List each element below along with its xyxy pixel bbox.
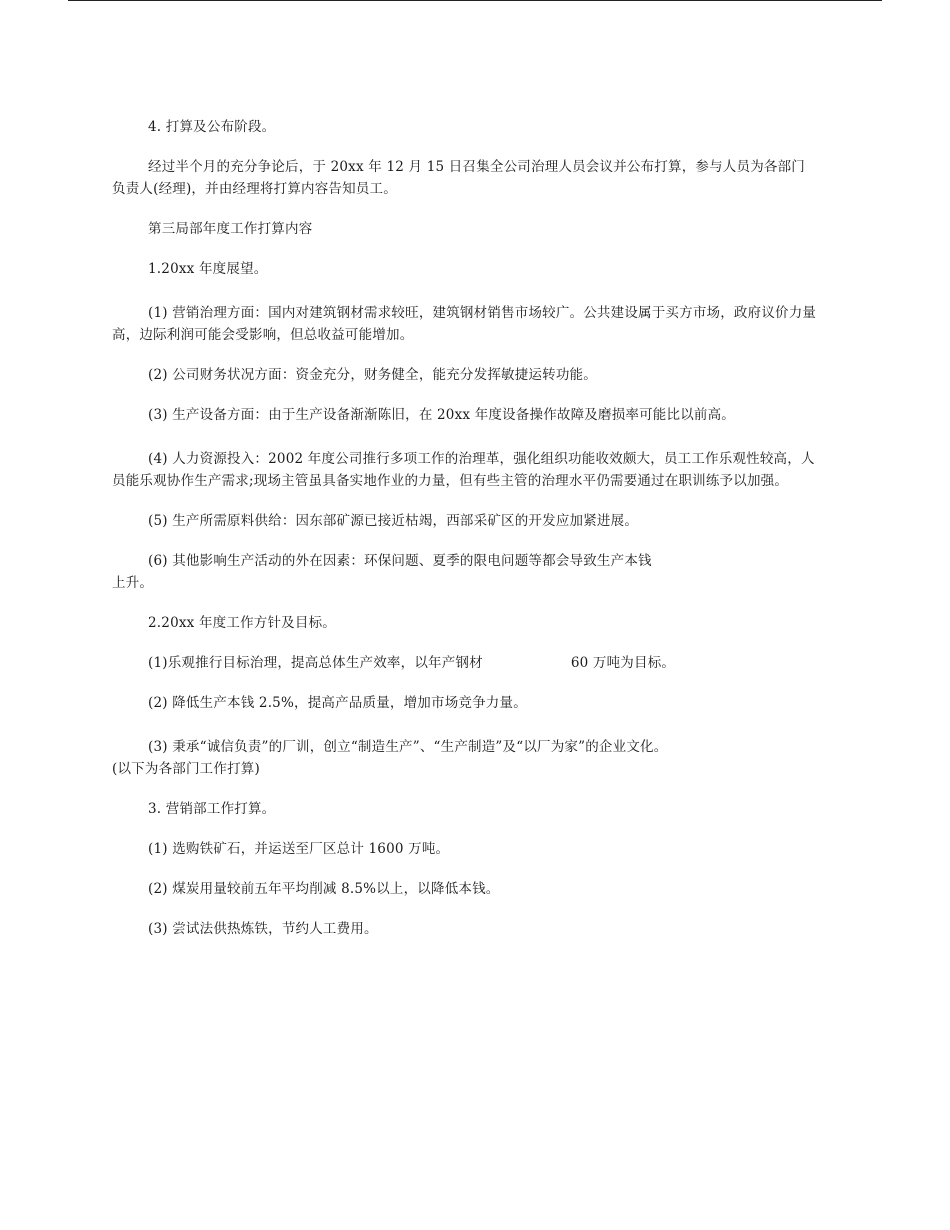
paragraph-human-resources: (4) 人力资源投入：2002 年度公司推行多项工作的治理革，强化组织功能收效颇大，员工工作乐观性较高，人员能乐观协作生产需求;现场主管虽具备实地作业的力量，但有些主管的治理水平仍需要通过在职训练予以加强。 [112,451,815,489]
external-factors-line-1: (6) 其他影响生产活动的外在因素：环保问题、夏季的限电问题等都会导致生产本钱 [148,553,652,569]
paragraph-finance: (2) 公司财务状况方面：资金充分，财务健全，能充分发挥敏捷运转功能。 [148,367,597,383]
heading-goals: 2.20xx 年度工作方针及目标。 [148,615,336,631]
paragraph-coal: (2) 煤炭用量较前五年平均削减 8.5%以上，以降低本钱。 [148,881,500,897]
paragraph-goal-2: (2) 降低生产本钱 2.5%，提高产品质量，增加市场竞争力量。 [148,695,527,711]
paragraph-marketing: (1) 营销治理方面：国内对建筑钢材需求较旺，建筑钢材销售市场较广。公共建设属于买方市场，政府议价力量高，边际利润可能会受影响，但总收益可能增加。 [112,305,817,343]
heading-marketing-plan: 3. 营销部工作打算。 [148,801,276,817]
paragraph-iron-ore: (1) 选购铁矿石，并运送至厂区总计 1600 万吨。 [148,841,450,857]
paragraph-external-factors [112,550,818,594]
external-factors-line-2: 上升。 [112,575,154,591]
paragraph-goal-1 [112,652,818,674]
paragraph-phase-4: 4. 打算及公布阶段。 [148,119,276,135]
paragraph-meeting: 经过半个月的充分争论后，于 20xx 年 12 月 15 日召集全公司治理人员会议并公布打算，参与人员为各部门负责人(经理)，并由经理将打算内容告知员工。 [112,159,806,197]
header-rule [68,0,882,1]
paragraph-equipment: (3) 生产设备方面：由于生产设备渐渐陈旧，在 20xx 年度设备操作故障及磨损率可能比以前高。 [148,407,736,423]
paragraph-raw-materials: (5) 生产所需原料供给：因东部矿源已接近枯竭，西部采矿区的开发应加紧进展。 [148,513,639,529]
goal-1-target: 60 万吨为目标。 [570,655,676,671]
heading-outlook: 1.20xx 年度展望。 [148,261,268,277]
section-heading-part-3: 第三局部年度工作打算内容 [148,221,313,237]
paragraph-dept-plans-note: (以下为各部门工作打算) [112,761,260,777]
paragraph-goal-3: (3) 秉承“诚信负责”的厂训，创立“制造生产”、“生产制造”及“以厂为家”的企业文化。 [148,739,668,755]
paragraph-heating: (3) 尝试法供热炼铁，节约人工费用。 [148,921,378,937]
document-body [112,116,818,940]
goal-1-text: (1)乐观推行目标治理，提高总体生产效率，以年产钢材 [148,655,483,671]
